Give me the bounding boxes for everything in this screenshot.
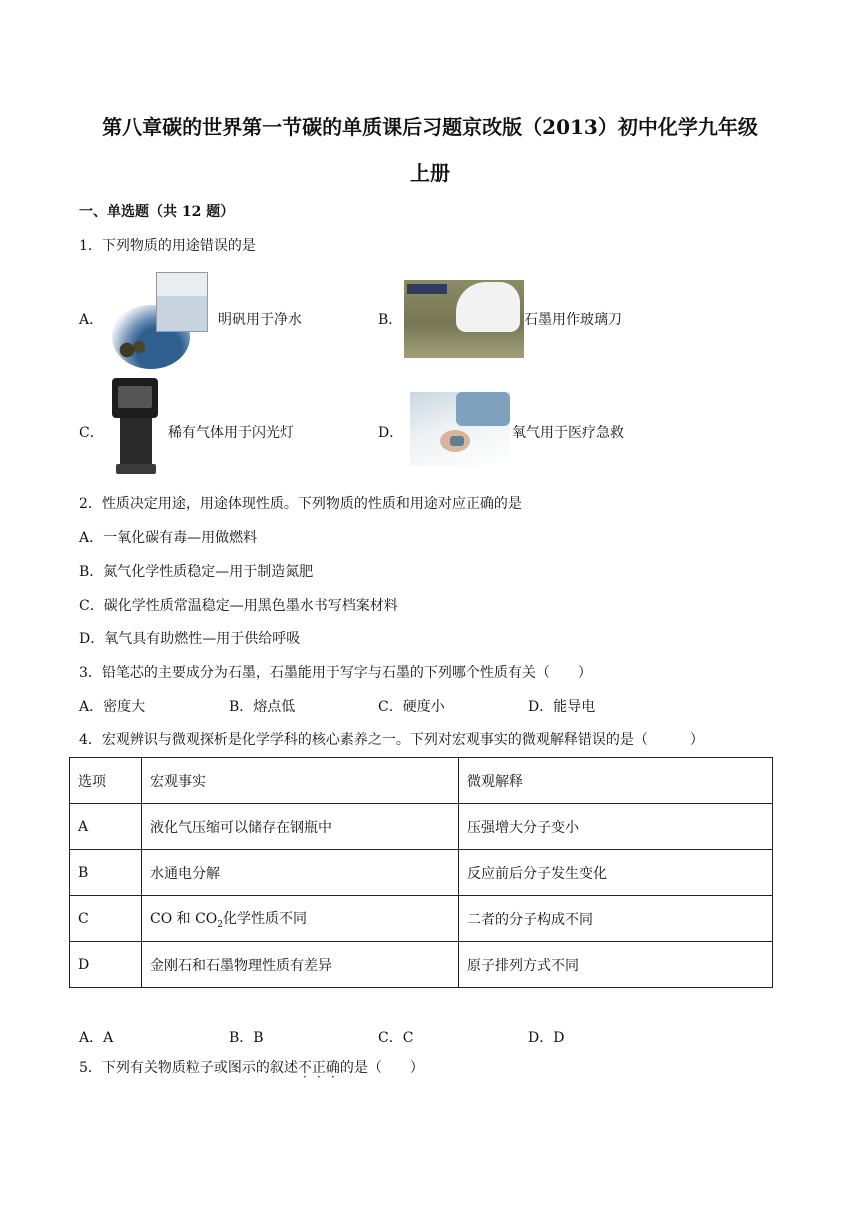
table-header-cell: 宏观事实 <box>142 758 459 804</box>
glass-cutting-image <box>404 280 524 358</box>
q4-option-d: D．D <box>528 1030 565 1046</box>
camera-flash-image <box>110 378 162 478</box>
table-row <box>70 850 773 896</box>
q5-stem <box>79 1058 424 1078</box>
flash-body-shape <box>120 418 152 464</box>
q2-option-d: D．氧气具有助燃性—用于供给呼吸 <box>79 631 301 647</box>
emphasis-char: 确 <box>325 1060 340 1076</box>
q1-option-a-letter: A． <box>79 312 104 328</box>
q5-stem-before: 5．下列有关物质粒子或图示的叙述 <box>79 1060 298 1076</box>
q4-option-a: A．A <box>79 1030 114 1046</box>
q3-option-b: B．熔点低 <box>229 699 296 715</box>
table-cell: 二者的分子构成不同 <box>459 896 773 942</box>
glass-cutting-label-shape <box>407 284 447 294</box>
q2-option-c: C．碳化学性质常温稳定—用黑色墨水书写档案材料 <box>79 598 398 614</box>
table-cell: 金刚石和石墨物理性质有差异 <box>142 942 459 988</box>
table-cell: 原子排列方式不同 <box>459 942 773 988</box>
flash-foot-shape <box>116 464 156 474</box>
table-row <box>70 942 773 988</box>
table-cell: D <box>70 942 142 988</box>
table-cell <box>142 896 459 942</box>
q1-option-d-letter: D． <box>378 425 404 441</box>
alum-trees-decoration <box>118 332 148 362</box>
table-cell: 反应前后分子发生变化 <box>459 850 773 896</box>
q4-table <box>69 757 773 988</box>
q2-stem: 2．性质决定用途，用途体现性质。下列物质的性质和用途对应正确的是 <box>79 496 522 512</box>
q2-option-a: A．一氧化碳有毒—用做燃料 <box>79 530 258 546</box>
q3-stem: 3．铅笔芯的主要成分为石墨，石墨能用于写字与石墨的下列哪个性质有关（ ） <box>79 665 592 681</box>
oxygen-mask-shape <box>450 436 464 446</box>
medical-oxygen-image <box>410 392 510 466</box>
q4-option-b: B．B <box>229 1030 264 1046</box>
table-cell: B <box>70 850 142 896</box>
table-header-cell: 选项 <box>70 758 142 804</box>
q3-option-c: C．硬度小 <box>378 699 445 715</box>
flash-lens-shape <box>118 386 152 408</box>
q1-option-c-letter: C． <box>79 425 104 441</box>
co-text: CO 和 CO <box>150 910 218 927</box>
table-cell: 压强增大分子变小 <box>459 804 773 850</box>
document-title <box>70 104 790 196</box>
q4-option-c: C．C <box>378 1030 414 1046</box>
alum-beaker-image <box>156 272 208 332</box>
table-cell: A <box>70 804 142 850</box>
table-cell: 液化气压缩可以储存在钢瓶中 <box>142 804 459 850</box>
q1-option-c-text: 稀有气体用于闪光灯 <box>168 425 294 441</box>
title-line-2: 上册 <box>410 161 450 185</box>
glass-cutting-person-shape <box>456 282 520 332</box>
table-row <box>70 896 773 942</box>
table-row <box>70 804 773 850</box>
q1-option-b-text: 石墨用作玻璃刀 <box>524 312 622 328</box>
emphasis-char: 正 <box>311 1060 326 1076</box>
doctor-shape <box>456 392 510 426</box>
emphasis-char: 不 <box>297 1060 312 1076</box>
property-text: 化学性质不同 <box>223 910 308 927</box>
q1-option-b-letter: B． <box>378 312 403 328</box>
table-cell: C <box>70 896 142 942</box>
q1-stem: 1．下列物质的用途错误的是 <box>79 238 256 254</box>
q4-stem: 4．宏观辨识与微观探析是化学学科的核心素养之一。下列对宏观事实的微观解释错误的是（ ） <box>79 732 704 748</box>
q5-stem-after: 的是（ ） <box>339 1060 424 1076</box>
table-header-cell: 微观解释 <box>459 758 773 804</box>
q3-option-a: A．密度大 <box>79 699 146 715</box>
q3-option-d: D．能导电 <box>528 699 596 715</box>
section-heading: 一、单选题（共 12 题） <box>79 204 235 220</box>
table-header-row <box>70 758 773 804</box>
q2-option-b: B．氮气化学性质稳定—用于制造氮肥 <box>79 564 314 580</box>
q1-option-a-text: 明矾用于净水 <box>218 312 302 328</box>
subscript-2: 2 <box>217 919 224 930</box>
title-line-1: 第八章碳的世界第一节碳的单质课后习题京改版（2013）初中化学九年级 <box>102 115 758 139</box>
q1-option-d-text: 氧气用于医疗急救 <box>512 425 624 441</box>
table-cell: 水通电分解 <box>142 850 459 896</box>
